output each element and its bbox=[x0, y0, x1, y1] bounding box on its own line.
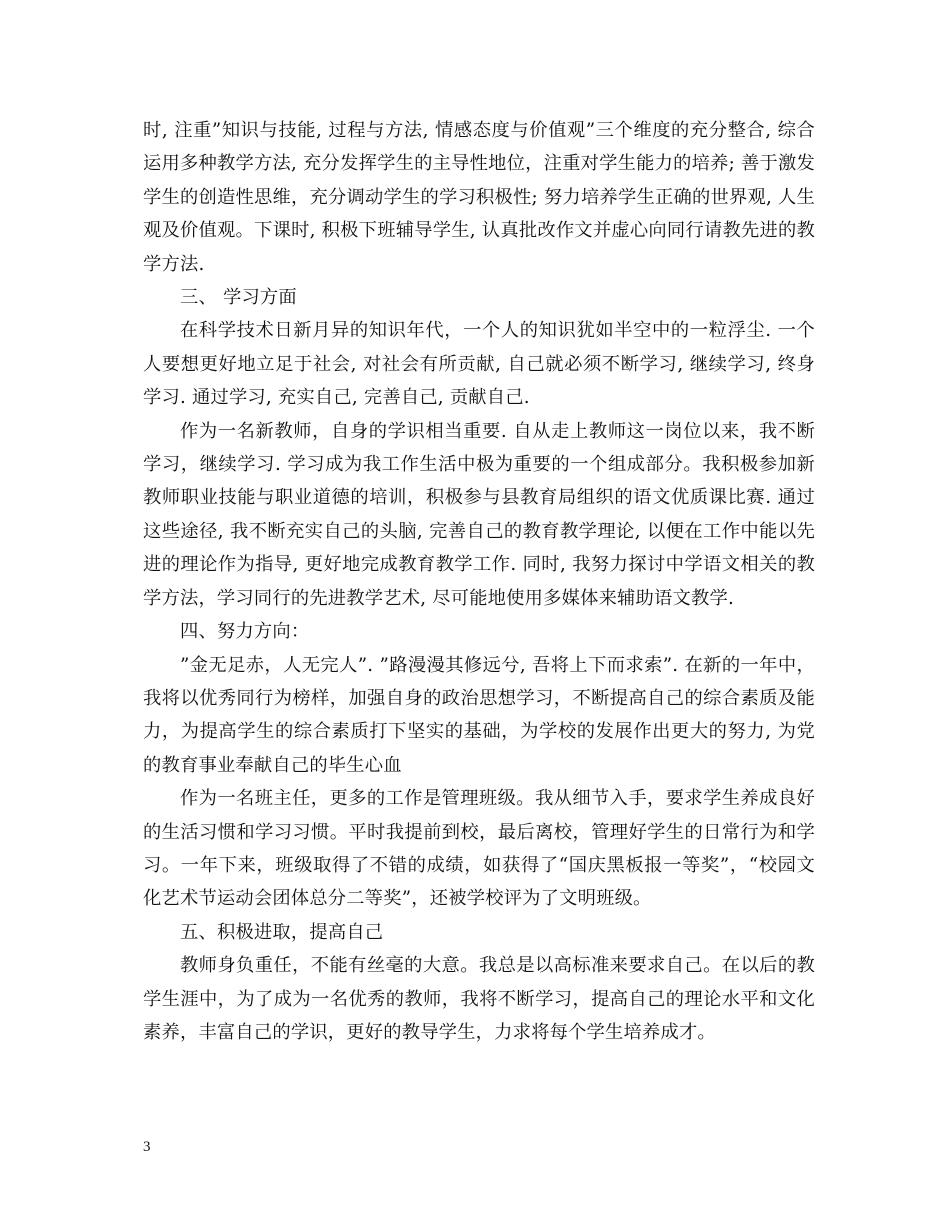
page-number: 3 bbox=[143, 1139, 151, 1155]
paragraph-goals: ”金无足赤，人无完人”. ”路漫漫其修远兮, 吾将上下而求索”. 在新的一年中，我将以优秀同行为榜样，加强自身的政治思想学习，不断提高自己的综合素质及能力，为提高学生的综合素质打下坚实的基础，为学校的发展作出更大的努力, 为党的教育事业奉献自己的毕生心血 bbox=[143, 654, 815, 776]
paragraph-new-teacher: 作为一名新教师，自身的学识相当重要. 自从走上教师这一岗位以来，我不断学习，继续学习. 学习成为我工作生活中极为重要的一个组成部分。我积极参加新教师职业技能与职业道德的培训，积极参与县教育局组织的语文优质课比赛. 通过这些途径, 我不断充实自己的头脑, 完善自己的教育教学理论, 以便在工作中能以先进的理论作为指导, 更好地完成教育教学工作. 同时, 我努力探讨中学语文相关的教学方法，学习同行的先进教学艺术, 尽可能地使用多媒体来辅助语文教学. bbox=[143, 420, 815, 609]
paragraph-knowledge-era: 在科学技术日新月异的知识年代，一个人的知识犹如半空中的一粒浮尘. 一个人要想更好地立足于社会, 对社会有所贡献, 自己就必须不断学习, 继续学习, 终身学习. 通过学习, 充实自己, 完善自己, 贡献自己. bbox=[143, 320, 816, 409]
heading-study: 三、 学习方面 bbox=[180, 287, 297, 309]
heading-direction: 四、努力方向： bbox=[180, 621, 310, 643]
paragraph-teaching-methods: 时, 注重”知识与技能, 过程与方法, 情感态度与价值观”三个维度的充分整合, 综合运用多种教学方法, 充分发挥学生的主导性地位，注重对学生能力的培养; 善于激发学生的创造性思维，充分调动学生的学习积极性; 努力培养学生正确的世界观, 人生观及价值观。下课时, 积极下班辅导学生, 认真批改作文并虚心向同行请教先进的教学方法. bbox=[143, 120, 815, 275]
document-body bbox=[143, 114, 815, 1049]
paragraph-responsibility: 教师身负重任，不能有丝毫的大意。我总是以高标准来要求自己。在以后的教学生涯中，为了成为一名优秀的教师，我将不断学习，提高自己的理论水平和文化素养，丰富自己的学识，更好的教导学生，力求将每个学生培养成才。 bbox=[143, 955, 815, 1043]
heading-improve-self: 五、积极进取，提高自己 bbox=[180, 921, 384, 943]
paragraph-class-teacher: 作为一名班主任，更多的工作是管理班级。我从细节入手，要求学生养成良好的生活习惯和学习习惯。平时我提前到校，最后离校，管理好学生的日常行为和学习。一年下来，班级取得了不错的成绩，如获得了“国庆黑板报一等奖”，“校园文化艺术节运动会团体总分二等奖”，还被学校评为了文明班级。 bbox=[143, 788, 815, 910]
